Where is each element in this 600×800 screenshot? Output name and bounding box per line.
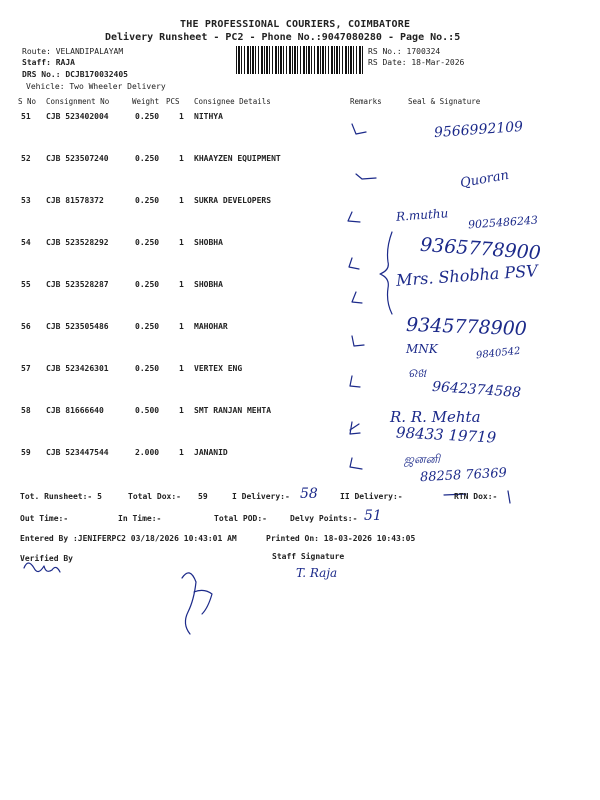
handwritten-signature-58: R. R. Mehta (390, 408, 481, 426)
handwritten-signature-54-55: Mrs. Shobha PSV (395, 261, 539, 290)
brace (380, 232, 392, 314)
handwritten-signature-52: Quoran (459, 167, 511, 192)
row-weight: 0.250 (135, 112, 160, 121)
row-sno: 54 (21, 238, 31, 247)
vehicle-label: Vehicle: Two Wheeler Delivery (26, 82, 166, 91)
row-pcs: 1 (179, 280, 184, 289)
row-weight: 0.250 (135, 364, 160, 373)
row-consignment: CJB 523528287 (46, 280, 109, 289)
remark-tick (349, 258, 359, 269)
remark-tick (348, 212, 360, 222)
rs-date: RS Date: 18-Mar-2026 (368, 58, 465, 67)
row-consignee: SMT RANJAN MEHTA (194, 406, 272, 415)
handwritten-phone-51: 9566992109 (433, 118, 524, 142)
remark-tick (350, 376, 360, 387)
row-sno: 51 (21, 112, 31, 121)
route-label: Route: VELANDIPALAYAM (22, 47, 124, 56)
row-pcs: 1 (179, 112, 184, 121)
col-consignee: Consignee Details (194, 97, 271, 106)
row-sno: 57 (21, 364, 31, 373)
row-pcs: 1 (179, 322, 184, 331)
verified-by-label: Verified By (20, 554, 73, 563)
row-pcs: 1 (179, 364, 184, 373)
handwritten-signature-57: ରଖ (408, 366, 427, 380)
total-dox-value: 59 (198, 492, 208, 501)
remark-tick (350, 422, 360, 434)
row-consignee: SHOBHA (194, 280, 223, 289)
in-time-label: In Time:- (118, 514, 162, 523)
remark-tick (352, 336, 364, 346)
out-time-label: Out Time:- (20, 514, 69, 523)
drs-number: DRS No.: DCJB170032405 (22, 70, 128, 79)
handwritten-phone-59: 88258 76369 (419, 465, 508, 486)
remark-tick (350, 458, 362, 469)
row-consignee: SUKRA DEVELOPERS (194, 196, 272, 205)
rs-number: RS No.: 1700324 (368, 47, 441, 56)
handwritten-extra-phone: 9840542 (475, 345, 521, 362)
row-sno: 53 (21, 196, 31, 205)
row-weight: 2.000 (135, 448, 160, 457)
staff-signature-label: Staff Signature (272, 552, 345, 561)
row-weight: 0.250 (135, 280, 160, 289)
handwritten-signature-59: ஜனனி (404, 452, 440, 466)
remark-tick (356, 174, 376, 179)
total-dox-label: Total Dox:- (128, 492, 181, 501)
total-pod-label: Total POD:- (214, 514, 267, 523)
delvy-points-value: 51 (364, 508, 382, 524)
row-weight: 0.250 (135, 154, 160, 163)
middle-signature (182, 573, 212, 634)
printed-on: Printed On: 18-03-2026 10:43:05 (266, 534, 416, 543)
verified-signature (24, 563, 60, 572)
row-weight: 0.250 (135, 238, 160, 247)
row-sno: 56 (21, 322, 31, 331)
handwritten-phone-57: 9642374588 (431, 378, 522, 402)
ii-delivery-label: II Delivery:- (340, 492, 403, 501)
handwritten-phone-58: 98433 19719 (395, 423, 497, 447)
row-weight: 0.250 (135, 196, 160, 205)
row-consignee: KHAAYZEN EQUIPMENT (194, 154, 281, 163)
row-sno: 55 (21, 280, 31, 289)
staff-label: Staff: RAJA (22, 58, 75, 67)
row-pcs: 1 (179, 406, 184, 415)
col-pcs: PCS (166, 97, 180, 106)
row-consignment: CJB 523528292 (46, 238, 109, 247)
row-weight: 0.250 (135, 322, 160, 331)
col-remarks: Remarks (350, 97, 382, 106)
row-pcs: 1 (179, 196, 184, 205)
remark-tick (352, 292, 362, 303)
row-consignee: SHOBHA (194, 238, 223, 247)
document-subtitle: Delivery Runsheet - PC2 - Phone No.:9047080280 - Page No.:5 (105, 32, 461, 43)
delvy-points-label: Delvy Points:- (290, 514, 358, 523)
handwritten-signature-53: R.muthu (395, 206, 449, 224)
remark-tick (352, 124, 366, 134)
document-title: THE PROFESSIONAL COURIERS, COIMBATORE (180, 19, 411, 30)
handwritten-phone-53: 9025486243 (467, 213, 539, 232)
row-consignment: CJB 81666640 (46, 406, 104, 415)
col-weight: Weight (132, 97, 160, 106)
row-consignee: JANANID (194, 448, 228, 457)
row-consignment: CJB 523447544 (46, 448, 109, 457)
row-pcs: 1 (179, 448, 184, 457)
row-consignment: CJB 523402004 (46, 112, 109, 121)
col-seal-signature: Seal & Signature (408, 97, 481, 106)
i-delivery-value: 58 (300, 486, 318, 502)
staff-signature: T. Raja (296, 566, 338, 580)
handwritten-phone-56: 9345778900 (405, 313, 528, 341)
row-weight: 0.500 (135, 406, 160, 415)
row-consignee: NITHYA (194, 112, 223, 121)
row-consignee: MAHOHAR (194, 322, 228, 331)
row-pcs: 1 (179, 238, 184, 247)
row-consignee: VERTEX ENG (194, 364, 243, 373)
row-consignment: CJB 523426301 (46, 364, 109, 373)
i-delivery-label: I Delivery:- (232, 492, 290, 501)
tot-runsheet: Tot. Runsheet:- 5 (20, 492, 102, 501)
col-consignment: Consignment No (46, 97, 110, 106)
row-sno: 58 (21, 406, 31, 415)
rtn-dox-label: RTN Dox:- (454, 492, 498, 501)
row-sno: 59 (21, 448, 31, 457)
row-consignment: CJB 81578372 (46, 196, 104, 205)
entered-by: Entered By :JENIFERPC2 03/18/2026 10:43:01 AM (20, 534, 237, 543)
handwritten-phone-54: 9365778900 (419, 233, 542, 265)
row-sno: 52 (21, 154, 31, 163)
handwritten-mnk: MNK (406, 342, 438, 356)
row-consignment: CJB 523507240 (46, 154, 109, 163)
row-pcs: 1 (179, 154, 184, 163)
row-consignment: CJB 523505486 (46, 322, 109, 331)
col-sno: S No (18, 97, 37, 106)
tick-mark (508, 491, 510, 503)
